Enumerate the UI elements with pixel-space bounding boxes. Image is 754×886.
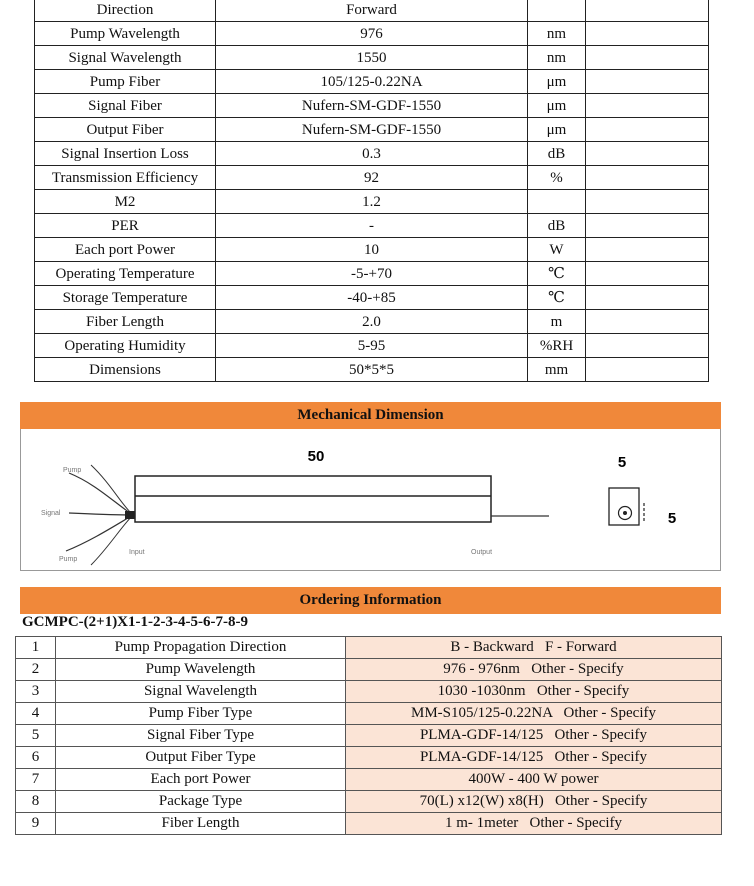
spec-row xyxy=(35,334,709,358)
ordering-code: GCMPC-(2+1)X1-1-2-3-4-5-6-7-8-9 xyxy=(22,614,248,630)
spec-extra xyxy=(586,262,709,286)
spec-param: PER xyxy=(35,214,216,238)
spec-extra xyxy=(586,22,709,46)
spec-extra xyxy=(586,238,709,262)
order-option: 70(L) x12(W) x8(H) Other - Specify xyxy=(346,791,722,813)
spec-row xyxy=(35,70,709,94)
order-num: 7 xyxy=(16,769,56,791)
order-option: 400W - 400 W power xyxy=(346,769,722,791)
spec-extra xyxy=(586,214,709,238)
order-option: 976 - 976nm Other - Specify xyxy=(346,659,722,681)
spec-value: 0.3 xyxy=(216,142,528,166)
order-row xyxy=(16,703,722,725)
order-name: Each port Power xyxy=(56,769,346,791)
order-option: MM-S105/125-0.22NA Other - Specify xyxy=(346,703,722,725)
spec-param: Operating Humidity xyxy=(35,334,216,358)
spec-param: Direction xyxy=(35,0,216,22)
spec-extra xyxy=(586,286,709,310)
spec-row xyxy=(35,214,709,238)
spec-row xyxy=(35,94,709,118)
spec-value: -40-+85 xyxy=(216,286,528,310)
spec-row xyxy=(35,0,709,22)
width-label: 5 xyxy=(617,454,627,471)
spec-row xyxy=(35,238,709,262)
spec-unit: % xyxy=(528,166,586,190)
spec-param: Signal Insertion Loss xyxy=(35,142,216,166)
spec-param: M2 xyxy=(35,190,216,214)
spec-extra xyxy=(586,190,709,214)
spec-unit: %RH xyxy=(528,334,586,358)
spec-param: Fiber Length xyxy=(35,310,216,334)
order-row xyxy=(16,725,722,747)
order-name: Pump Fiber Type xyxy=(56,703,346,725)
spec-extra xyxy=(586,118,709,142)
spec-unit: μm xyxy=(528,118,586,142)
spec-unit xyxy=(528,0,586,22)
pump-top-label: Pump xyxy=(63,467,82,474)
order-name: Package Type xyxy=(56,791,346,813)
spec-unit: ℃ xyxy=(528,262,586,286)
spec-param: Transmission Efficiency xyxy=(35,166,216,190)
spec-param: Dimensions xyxy=(35,358,216,382)
spec-param: Pump Fiber xyxy=(35,70,216,94)
spec-row xyxy=(35,310,709,334)
signal-label: Signal xyxy=(41,510,61,517)
order-num: 1 xyxy=(16,637,56,659)
order-name: Pump Wavelength xyxy=(56,659,346,681)
order-name: Fiber Length xyxy=(56,813,346,835)
spec-param: Pump Wavelength xyxy=(35,22,216,46)
order-option: 1 m- 1meter Other - Specify xyxy=(346,813,722,835)
height-label: 5 xyxy=(667,510,677,527)
input-label: Input xyxy=(129,549,145,556)
spec-param: Storage Temperature xyxy=(35,286,216,310)
spec-row xyxy=(35,286,709,310)
order-name: Signal Wavelength xyxy=(56,681,346,703)
ordering-information-header: Ordering Information xyxy=(20,587,721,614)
component-body xyxy=(135,476,491,522)
spec-param: Signal Wavelength xyxy=(35,46,216,70)
order-num: 9 xyxy=(16,813,56,835)
order-row xyxy=(16,681,722,703)
spec-param: Signal Fiber xyxy=(35,94,216,118)
spec-value: Forward xyxy=(216,0,528,22)
spec-param: Operating Temperature xyxy=(35,262,216,286)
mechanical-drawing-area xyxy=(20,429,721,571)
spec-unit: nm xyxy=(528,22,586,46)
mechanical-dimension-header: Mechanical Dimension xyxy=(20,402,721,429)
order-row xyxy=(16,637,722,659)
spec-extra xyxy=(586,94,709,118)
spec-row xyxy=(35,22,709,46)
order-num: 3 xyxy=(16,681,56,703)
spec-param: Output Fiber xyxy=(35,118,216,142)
spec-value: 92 xyxy=(216,166,528,190)
spec-value: -5-+70 xyxy=(216,262,528,286)
order-option: 1030 -1030nm Other - Specify xyxy=(346,681,722,703)
spec-value: 5-95 xyxy=(216,334,528,358)
spec-row xyxy=(35,142,709,166)
spec-row xyxy=(35,262,709,286)
spec-value: 976 xyxy=(216,22,528,46)
spec-row xyxy=(35,166,709,190)
order-num: 6 xyxy=(16,747,56,769)
spec-extra xyxy=(586,166,709,190)
order-option: PLMA-GDF-14/125 Other - Specify xyxy=(346,747,722,769)
spec-value: 10 xyxy=(216,238,528,262)
spec-row xyxy=(35,358,709,382)
spec-row xyxy=(35,190,709,214)
order-num: 5 xyxy=(16,725,56,747)
output-label: Output xyxy=(471,549,493,556)
spec-value: - xyxy=(216,214,528,238)
spec-value: Nufern-SM-GDF-1550 xyxy=(216,94,528,118)
spec-unit xyxy=(528,190,586,214)
spec-extra xyxy=(586,310,709,334)
spec-unit: μm xyxy=(528,94,586,118)
order-num: 8 xyxy=(16,791,56,813)
spec-unit: m xyxy=(528,310,586,334)
spec-extra xyxy=(586,46,709,70)
spec-table xyxy=(34,0,709,382)
mechanical-drawing xyxy=(21,429,720,570)
spec-unit: μm xyxy=(528,70,586,94)
spec-extra xyxy=(586,334,709,358)
spec-param: Each port Power xyxy=(35,238,216,262)
spec-unit: dB xyxy=(528,142,586,166)
order-row xyxy=(16,769,722,791)
spec-extra xyxy=(586,70,709,94)
order-row xyxy=(16,791,722,813)
order-row xyxy=(16,659,722,681)
spec-value: Nufern-SM-GDF-1550 xyxy=(216,118,528,142)
length-label: 50 xyxy=(307,448,325,465)
spec-row xyxy=(35,118,709,142)
spec-value: 2.0 xyxy=(216,310,528,334)
spec-value: 50*5*5 xyxy=(216,358,528,382)
spec-unit: dB xyxy=(528,214,586,238)
order-name: Signal Fiber Type xyxy=(56,725,346,747)
order-num: 4 xyxy=(16,703,56,725)
spec-extra xyxy=(586,142,709,166)
order-num: 2 xyxy=(16,659,56,681)
spec-value: 105/125-0.22NA xyxy=(216,70,528,94)
order-row xyxy=(16,747,722,769)
spec-unit: nm xyxy=(528,46,586,70)
order-name: Pump Propagation Direction xyxy=(56,637,346,659)
spec-row xyxy=(35,46,709,70)
pump-bottom-label: Pump xyxy=(59,556,78,563)
spec-unit: mm xyxy=(528,358,586,382)
order-name: Output Fiber Type xyxy=(56,747,346,769)
spec-value: 1550 xyxy=(216,46,528,70)
spec-value: 1.2 xyxy=(216,190,528,214)
spec-extra xyxy=(586,358,709,382)
order-option: PLMA-GDF-14/125 Other - Specify xyxy=(346,725,722,747)
spec-unit: ℃ xyxy=(528,286,586,310)
order-row xyxy=(16,813,722,835)
order-option: B - Backward F - Forward xyxy=(346,637,722,659)
spec-extra xyxy=(586,0,709,22)
spec-unit: W xyxy=(528,238,586,262)
ordering-table xyxy=(15,636,722,835)
